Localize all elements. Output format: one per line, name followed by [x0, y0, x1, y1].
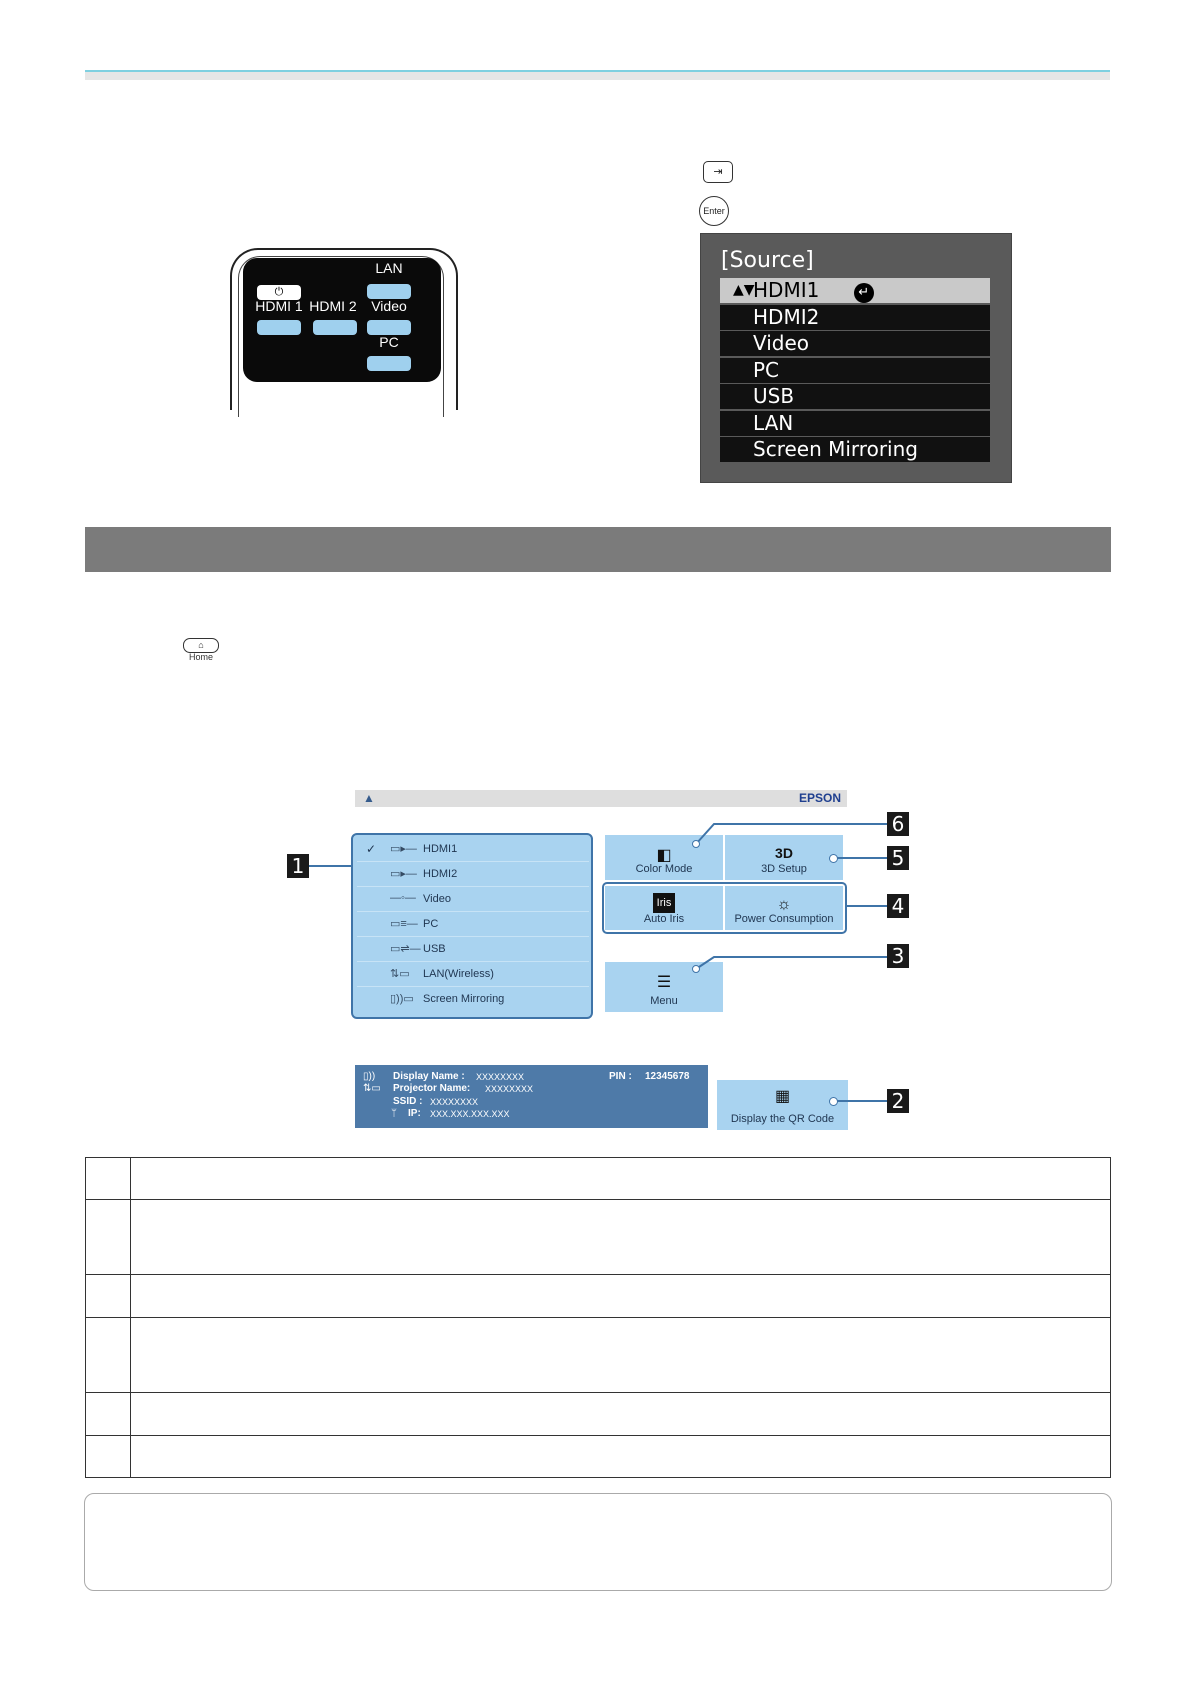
- enter-return-icon: ↵: [854, 283, 874, 303]
- callout-5-line: [833, 857, 887, 859]
- osd-source-list: [720, 278, 990, 464]
- source-label: USB: [423, 943, 446, 955]
- ip-label: IP:: [408, 1108, 421, 1119]
- tile-label: Menu: [650, 995, 678, 1007]
- hdmi2-label: HDMI 2: [309, 298, 357, 314]
- pc-icon: ▭≡—: [390, 918, 418, 930]
- home-source-list: [351, 833, 593, 1019]
- osd-item-label: LAN: [753, 410, 794, 435]
- home-source-lan-wireless[interactable]: [357, 962, 589, 987]
- tile-label: Auto Iris: [643, 913, 685, 925]
- pc-label: PC: [379, 334, 399, 350]
- callout-2: 2: [887, 1089, 909, 1113]
- osd-item-hdmi2[interactable]: [720, 305, 990, 330]
- hdmi1-button: [257, 320, 301, 335]
- video-button: [367, 320, 411, 335]
- osd-item-lan[interactable]: [720, 411, 990, 436]
- table-row: [86, 1436, 1111, 1478]
- source-label: HDMI2: [423, 868, 458, 880]
- callout-6-line: [690, 815, 890, 849]
- source-osd-menu: [700, 233, 1012, 483]
- power-icon: ⏻: [274, 286, 284, 298]
- home-screen-top-bar: [355, 790, 847, 807]
- remote-button-panel: [243, 258, 441, 382]
- table-row: [86, 1275, 1111, 1318]
- home-key-icon: ⌂: [183, 638, 219, 653]
- brightness-icon: ☼: [776, 896, 792, 913]
- source-label: HDMI1: [423, 843, 458, 855]
- source-key-icon: ⇥: [703, 161, 733, 183]
- qr-code-icon: ▦: [774, 1088, 791, 1105]
- header-rule: [85, 70, 1110, 80]
- ssid-value: XXXXXXXX: [430, 1097, 479, 1107]
- source-label: PC: [423, 918, 439, 930]
- menu-icon: ☰: [656, 974, 672, 991]
- table-row: [86, 1158, 1111, 1200]
- callout-5: 5: [887, 846, 909, 870]
- section-heading-band: [85, 527, 1111, 572]
- osd-item-label: USB: [753, 384, 795, 408]
- osd-item-screen-mirroring[interactable]: [720, 437, 990, 462]
- projector-name-label: Projector Name:: [393, 1083, 471, 1094]
- osd-item-label: HDMI2: [753, 304, 820, 329]
- display-name-label: Display Name :: [393, 1071, 465, 1082]
- color-mode-icon: ◧: [656, 847, 672, 864]
- home-key-label: Home: [188, 652, 213, 662]
- enter-key-icon: Enter: [699, 196, 729, 226]
- osd-title: [Source]: [721, 248, 814, 273]
- callout-2-dot: [829, 1097, 838, 1106]
- pin-label: PIN :: [609, 1071, 632, 1082]
- callout-2-line: [833, 1100, 887, 1102]
- pc-button: [367, 356, 411, 371]
- hdmi-icon: ▭▸—: [390, 868, 417, 880]
- screen-mirroring-icon: ▯)): [363, 1071, 376, 1082]
- source-label: LAN(Wireless): [423, 968, 494, 980]
- callout-1-line: [309, 865, 351, 867]
- brand-logo: EPSON: [798, 791, 841, 805]
- video-label: Video: [371, 298, 407, 314]
- hdmi1-label: HDMI 1: [255, 298, 303, 314]
- callout-3: 3: [887, 944, 909, 968]
- qr-code-tile[interactable]: [717, 1080, 848, 1130]
- home-source-usb[interactable]: [357, 937, 589, 962]
- ssid-label: SSID :: [393, 1096, 423, 1107]
- table-row: [86, 1393, 1111, 1436]
- hdmi2-button: [313, 320, 357, 335]
- home-source-hdmi2[interactable]: [357, 862, 589, 887]
- iris-icon: Iris: [653, 893, 675, 913]
- settings-group-outline: [602, 882, 847, 934]
- callout-1: 1: [287, 854, 309, 878]
- callout-4: 4: [887, 894, 909, 918]
- remote-control-illustration: [230, 248, 454, 398]
- pin-value: 12345678: [645, 1071, 690, 1082]
- callout-3-line: [690, 945, 890, 975]
- ip-value: XXX.XXX.XXX.XXX: [430, 1109, 510, 1119]
- tile-label: Power Consumption: [734, 913, 834, 925]
- osd-item-video[interactable]: [720, 331, 990, 356]
- tile-label: Display the QR Code: [730, 1113, 835, 1125]
- tile-label: 3D Setup: [761, 863, 807, 875]
- osd-item-label: Video: [753, 331, 810, 355]
- network-info-panel: [355, 1065, 708, 1128]
- osd-item-label: PC: [753, 357, 780, 382]
- osd-item-hdmi1[interactable]: [720, 278, 990, 303]
- usb-icon: ▭⇌—: [390, 943, 421, 955]
- lan-icon: ⇅▭: [363, 1083, 381, 1094]
- tile-label: Color Mode: [635, 863, 693, 875]
- callout-5-dot: [829, 854, 838, 863]
- home-source-pc[interactable]: [357, 912, 589, 937]
- osd-item-label: Screen Mirroring: [753, 437, 918, 461]
- lan-label: LAN: [375, 260, 403, 276]
- lan-wireless-icon: ⇅▭: [390, 968, 410, 980]
- home-source-hdmi1[interactable]: [357, 837, 589, 862]
- video-icon: —◦—: [390, 892, 416, 904]
- osd-item-usb[interactable]: [720, 384, 990, 409]
- home-source-video[interactable]: [357, 887, 589, 912]
- table-row: [86, 1200, 1111, 1275]
- check-icon: ✓: [366, 842, 377, 856]
- projector-name-value: XXXXXXXX: [485, 1084, 534, 1094]
- note-box: [84, 1493, 1112, 1591]
- source-label: Video: [423, 893, 451, 905]
- home-icon: ▲: [363, 791, 375, 805]
- wireless-icon: ᛘ: [391, 1108, 397, 1119]
- callout-4-line: [845, 905, 887, 907]
- 3d-icon: 3D: [775, 845, 793, 861]
- callout-6: 6: [887, 812, 909, 836]
- hdmi-icon: ▭▸—: [390, 843, 417, 855]
- display-name-value: XXXXXXXX: [476, 1072, 525, 1082]
- table-row: [86, 1318, 1111, 1393]
- osd-item-label: HDMI1: [753, 278, 820, 302]
- osd-item-pc[interactable]: [720, 358, 990, 383]
- home-source-screen-mirroring[interactable]: [357, 987, 589, 1011]
- screen-mirroring-icon: ▯))▭: [390, 993, 414, 1005]
- source-label: Screen Mirroring: [423, 993, 505, 1005]
- callout-description-table: [85, 1157, 1111, 1478]
- lan-button: [367, 284, 411, 299]
- up-down-icon: ▲▼: [733, 282, 755, 298]
